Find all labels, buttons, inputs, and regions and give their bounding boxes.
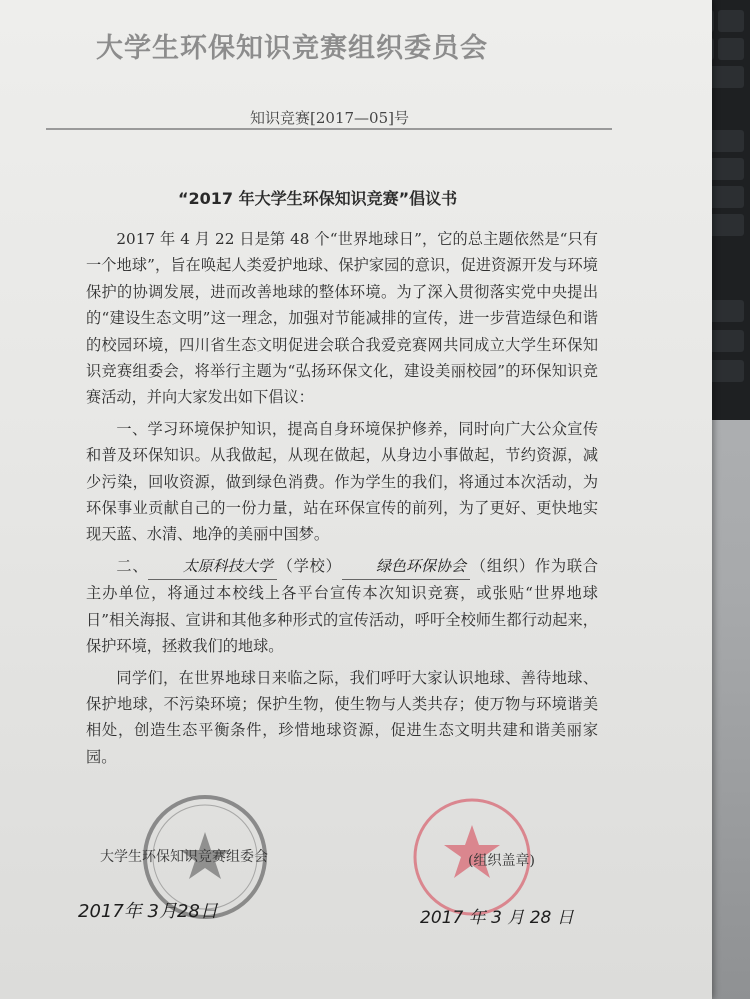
point-two-text: 作为联合主办单位，将通过本校线上各平台宣传本次知识竞赛，或张贴“世界地球日”相关海报、宣讲和其他多种形式的宣传活动，呼吁全校师生都行动起来，保护环境，拯救我们的地球。 [86, 556, 599, 656]
proposal-title: “2017 年大学生环保知识竞赛”倡议书 [178, 189, 458, 208]
handwritten-school-name: 太原科技大学 [148, 553, 276, 580]
point-two-prefix: 二、 [116, 556, 149, 575]
document-number: 知识竞赛[2017—05]号 [250, 109, 409, 127]
organization-header: 大学生环保知识竞赛组织委员会 [96, 33, 488, 64]
organization-label: （组织） [470, 556, 535, 575]
header-divider [46, 128, 612, 130]
document-body [86, 226, 598, 770]
organization-seal-label: (组织盖章) [468, 853, 535, 869]
handwritten-organization-name: 绿色环保协会 [342, 553, 470, 580]
point-one-paragraph: 一、学习环境保护知识，提高自身环境保护修养，同时向广大公众宣传和普及环保知识。从我做起，从现在做起，从身边小事做起，节约资源，减少污染，回收资源，做到绿色消费。作为学生的我们，将通过本次活动，为环保事业贡献自己的一份力量，站在环保宣传的前列，为了更好、更快地实现天蓝、水清、地净的美丽中国梦。 [86, 419, 598, 544]
committee-signature: 大学生环保知识竞赛组委会 [100, 849, 268, 865]
date-left: 2017年 3月28日 [78, 901, 218, 922]
intro-paragraph: 2017 年 4 月 22 日是第 48 个“世界地球日”，它的总主题依然是“只有一个地球”，旨在唤起人类爱护地球、保护家园的意识，促进资源开发与环境保护的协调发展，进而改善地球的整体环境。为了深入贯彻落实党中央提出的“建设生态文明”这一理念，加强对节能减排的宣传，进一步营造绿色和谐的校园环境，四川省生态文明促进会联合我爱竞赛网共同成立大学生环保知识竞赛组委会，将举行主题为“弘扬环保文化，建设美丽校园”的环保知识竞赛活动，并向大家发出如下倡议： [86, 230, 598, 407]
school-label: （学校） [276, 556, 342, 575]
closing-paragraph: 同学们，在世界地球日来临之际，我们呼吁大家认识地球、善待地球、保护地球，不污染环境；保护生物，使生物与人类共存；使万物与环境谐美相处，创造生态平衡条件，珍惜地球资源，促进生态文明共建和谐美丽家园。 [86, 668, 598, 766]
date-right: 2017 年 3 月 28 日 [420, 908, 574, 928]
point-two-paragraph [86, 553, 598, 660]
